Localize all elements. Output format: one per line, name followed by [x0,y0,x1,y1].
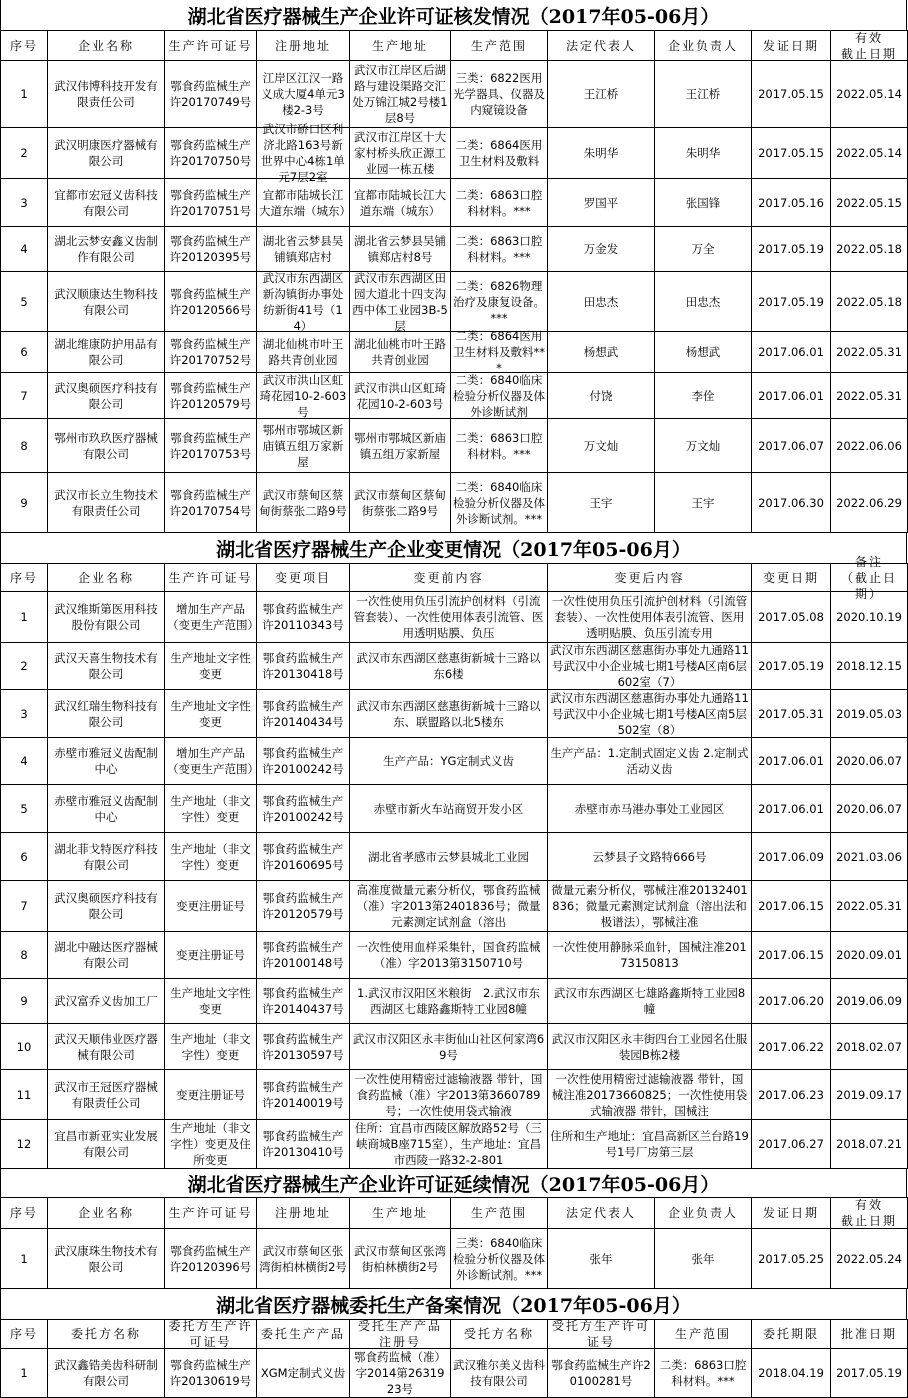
table-cell: 二类：6863口腔科材料。*** [455,430,543,461]
table-cell: 二类：6826物理治疗及康复设备。*** [453,278,545,325]
table-cell: 5 [20,801,28,816]
column-header: 企业名称 [77,570,134,585]
table-cell: 2022.05.18 [836,294,902,309]
table-cell: 1 [20,610,28,624]
table-row [1,1024,908,1070]
table-cell: 鄂食药监械生产许20120579号 [169,380,252,411]
table-cell: 2021.03.06 [836,849,902,864]
column-header: 发证日期 [762,38,819,53]
table-cell: 2017.05.08 [758,610,824,624]
table-cell: 1 [20,87,28,101]
table-cell: 武汉天喜生物技术有限公司 [54,651,158,681]
table-cell: 湖北仙桃市叶王路共青创业园 [354,337,446,367]
table-cell: 2018.04.19 [758,1366,824,1380]
table-cell: 鄂食药监械生产许20100242号 [262,793,344,824]
table-cell: 生产地址（非文字性）变更 [170,1031,251,1062]
table-cell: 9 [20,994,28,1008]
table-cell: 王宇 [691,495,715,510]
table-cell: 鄂食药监械生产许20170749号 [169,79,252,109]
table-cell: 2022.05.31 [836,388,902,403]
table-cell: 鄂食药监械生产许20120579号 [262,891,344,921]
table-cell: 湖北仙桃市叶王路共青创业园 [262,337,344,367]
table-cell: 鄂食药监械生产许20100148号 [262,940,344,970]
table-cell: 2020.06.07 [836,754,902,768]
table-cell: 二类：6840临床检验分析仪器及体外诊断试剂 [453,372,545,419]
table-row [1,1120,908,1169]
table-cell: 2017.05.25 [758,1251,824,1266]
table-cell: 2017.06.20 [758,994,824,1008]
table-cell: 二类：6840临床检验分析仪器及体外诊断试剂。*** [453,479,545,526]
column-header: 企业负责人 [667,38,738,53]
table-cell: 杨想武 [685,345,721,359]
table-cell: 生产地址文字性变更 [170,651,251,681]
table-row [1,592,908,643]
table-cell: 鄂食药监械生产许20120566号 [169,286,252,317]
table-cell: 2022.05.31 [836,345,902,359]
table-cell: 武汉市东西湖区新沟镇街办事处纺新街41号（14） [262,270,344,333]
table-cell: 2017.05.19 [758,659,824,673]
table-cell: 2017.05.16 [758,195,824,210]
table-cell: 1.武汉市汉阳区米粮街 2.武汉市东西湖区七雄路鑫斯特工业园8幢 [357,986,540,1016]
table-cell: 6 [20,345,28,359]
table-cell: 变更注册证号 [176,899,245,913]
table-row [1,1229,908,1289]
table-cell: 三类：6840临床检验分析仪器及体外诊断试剂。*** [453,1235,545,1282]
license-renewal-title: 湖北省医疗器械生产企业许可证延续情况（2017年05-06月） [0,1169,907,1197]
table-cell: 鄂食药监械生产许20160695号 [262,841,344,872]
column-header: 变更后内容 [614,570,685,585]
column-header: 变更前内容 [413,570,484,585]
table-cell: 武汉市江岸区后湖路与建设渠路交汇处万锦江城2号楼1层8号 [352,63,448,125]
table-row [1,738,908,785]
table-cell: 武汉红瑞生物科技有限公司 [54,698,158,729]
table-cell: 3 [20,706,28,721]
column-header: 委托生产产品 [260,1327,345,1341]
column-header: 企业名称 [77,38,134,53]
table-cell: 宜都市陆城长江大道东端（城东） [354,187,446,218]
table-cell: 4 [20,242,28,256]
header-row [1,31,908,61]
table-cell: 湖北省云梦县吴铺镇郑店村 [262,234,344,264]
table-cell: 王宇 [589,495,613,510]
table-cell: 三类：6822医用光学器具、仪器及内窥镜设备 [453,71,545,117]
license-issuance-table [0,30,908,533]
table-cell: 张年 [589,1251,613,1266]
table-cell: 生产产品：1.定制式固定义齿 2.定制式活动义齿 [550,746,749,776]
table-cell: 万全 [691,242,715,256]
column-header: 生产范围 [674,1327,731,1341]
table-cell: 湖北维康防护用品有限公司 [54,337,158,367]
table-cell: 鄂食药监械生产许20140434号 [262,698,344,729]
column-header: 受托方生产许可证号 [551,1319,650,1349]
table-cell: 生产地址文字性变更 [170,698,251,729]
column-header: 企业负责人 [667,1206,738,1220]
table-cell: 生产地址文字性变更 [170,986,251,1016]
table-cell: 江岸区江汉一路义成大厦4单元3楼2-3号 [261,71,345,117]
table-cell: 武汉市蔡甸区蔡甸街蔡张二路9号 [354,487,446,518]
table-cell: 一次性使用精密过滤输液器 带针，国食药监械（准）字2013第3660789号；一次性使用袋式输液 [354,1071,543,1118]
table-cell: 2017.06.01 [758,345,824,359]
table-cell: 鄂食药监械生产许20130597号 [262,1031,344,1062]
table-cell: 鄂食药监械生产许20170752号 [169,337,252,367]
column-header: 生产许可证号 [168,1206,253,1220]
column-header: 序号 [9,38,38,53]
table-row [1,419,908,473]
table-cell: 武汉奥硕医疗科技有限公司 [54,891,158,921]
table-cell: 湖北省云梦县吴铺镇郑店村8号 [354,234,446,264]
column-header: 注册地址 [274,1206,331,1220]
table-cell: 2019.09.17 [836,1087,902,1102]
table-cell: 2020.09.01 [836,948,902,962]
table-cell: 湖北云梦安鑫义齿制作有限公司 [54,234,158,264]
table-cell: 鄂州市玖玖医疗器械有限公司 [54,430,158,461]
table-row [1,979,908,1024]
table-cell: 武汉富乔义齿加工厂 [54,994,158,1008]
table-row [1,373,908,419]
table-cell: 武汉市东西湖区慈惠街办事处九通路11号武汉中小企业城七期1号楼A区南5层502室（8） [550,690,749,737]
table-cell: 武汉顺康达生物科技有限公司 [54,286,158,317]
table-cell: 武汉奥硕医疗科技有限公司 [54,380,158,411]
table-cell: 武汉市东西湖区田园大道北十四支沟西中体工业园3B-5层 [352,270,448,333]
table-cell: 2017.06.15 [758,948,824,962]
table-cell: 2018.07.21 [836,1137,902,1151]
table-cell: 住所和生产地址：宜昌高新区兰台路19号1号厂房第三层 [550,1129,749,1159]
table-cell: 杨想武 [583,345,619,359]
table-cell: 2017.05.19 [836,1366,902,1380]
table-cell: 10 [16,1039,32,1054]
table-cell: 宜都市陆城长江大道东端（城东） [259,187,351,218]
table-cell: 2017.05.19 [758,294,824,309]
license-renewal-table [0,1197,908,1289]
table-cell: 湖北菲戈特医疗科技有限公司 [54,841,158,872]
table-cell: 武汉伟博科技开发有限责任公司 [54,79,158,109]
table-cell: 变更注册证号 [176,1087,245,1102]
table-cell: 武汉市洪山区虹琦花园10-2-603号 [259,372,347,419]
table-cell: 12 [16,1137,32,1151]
table-cell: 一次性使用血样采集针，国食药监械（准）字2013第3150710号 [356,940,541,970]
table-cell: 11 [16,1087,32,1102]
table-cell: 罗国平 [583,195,619,210]
table-cell: XGM定制式义齿 [260,1366,346,1380]
commissioned-production-table [0,1319,908,1398]
table-cell: 湖北中融达医疗器械有限公司 [54,940,158,970]
table-row [1,932,908,979]
table-cell: 2017.06.07 [758,438,824,453]
table-cell: 武汉市东西湖区慈惠街新城十三路以东6楼 [356,651,541,681]
table-cell: 鄂食药监械生产许20170753号 [169,430,252,461]
table-cell: 鄂食药监械生产许20120395号 [169,234,252,264]
table-cell: 鄂州市鄂城区新庙镇五组万家新屋 [262,422,344,469]
table-cell: 2017.05.31 [758,706,824,721]
table-cell: 付饶 [589,388,613,403]
table-cell: 鄂食药监械生产许20100281号 [551,1358,651,1388]
table-cell: 武汉市东西湖区慈惠街新城十三路以东、联盟路以北5楼东 [356,698,541,729]
table-cell: 鄂食药监械生产许20120396号 [169,1243,252,1274]
table-cell: 鄂食药监械生产许20130619号 [169,1358,252,1388]
table-row [1,227,908,272]
enterprise-change-title: 湖北省医疗器械生产企业变更情况（2017年05-06月） [0,533,907,563]
column-header: 生产地址 [371,1206,428,1220]
table-cell: 二类：6863口腔科材料。*** [455,187,543,218]
table-cell: 2017.06.23 [758,1087,824,1102]
table-cell: 2017.06.01 [758,388,824,403]
table-cell: 2022.05.14 [836,146,902,160]
table-cell: 朱明华 [583,146,619,160]
table-cell: 生产地址（非文字性）变更及住所变更 [170,1121,251,1167]
table-cell: 鄂食药监械生产许20170754号 [169,487,252,518]
column-header: 注册地址 [274,38,331,53]
table-cell: 9 [20,495,28,510]
table-cell: 赤壁市赤马港办事处工业园区 [574,801,725,816]
table-cell: 万金发 [583,242,619,256]
commissioned-production-title: 湖北省医疗器械委托生产备案情况（2017年05-06月） [0,1289,907,1319]
table-cell: 2022.05.24 [836,1251,902,1266]
table-cell: 武汉市蔡甸区蔡甸街蔡张二路9号 [259,487,347,518]
table-cell: 2018.12.15 [836,659,902,673]
table-cell: 鄂食药监械生产许20100242号 [262,746,344,776]
table-cell: 武汉市洪山区虹琦花园10-2-603号 [354,380,446,411]
column-header: 序号 [9,1206,38,1220]
table-cell: 住所：宜昌市西陵区解放路52号（三峡商城B座715室），生产地址：宜昌市西陵一路32-2-801 [354,1121,543,1167]
column-header: 法定代表人 [565,1206,636,1220]
license-issuance-title: 湖北省医疗器械生产企业许可证核发情况（2017年05-06月） [0,0,907,30]
table-row [1,1349,908,1398]
table-row [1,179,908,227]
table-cell: 二类：6863口腔科材料。*** [659,1358,747,1388]
table-cell: 1 [20,1366,28,1380]
table-cell: 赤壁市雅冠义齿配制中心 [54,793,158,824]
table-cell: 鄂食药监械生产许20170751号 [169,187,252,218]
table-cell: 赤壁市雅冠义齿配制中心 [54,746,158,776]
table-cell: 5 [20,294,28,309]
table-row [1,785,908,833]
table-row [1,61,908,128]
table-cell: 8 [20,948,28,962]
table-cell: 2017.06.15 [758,899,824,913]
table-cell: 武汉市东西湖区慈惠街办事处九通路11号武汉中小企业城七期1号楼A区南6层602室（7） [550,643,749,689]
table-cell: 二类：6864医用卫生材料及敷料 [455,138,543,168]
table-cell: 4 [20,754,28,768]
table-cell: 宜都市宏冠义齿科技有限公司 [54,187,158,218]
column-header: 委托方生产许可证号 [168,1319,253,1349]
column-header: 序号 [9,1327,38,1341]
table-cell: 鄂食药监械（准）字2014第2631923号 [354,1350,446,1396]
table-cell: 一次性使用精密过滤输液器 带针，国械注准20173660825；一次性使用袋式输液器 带针，国械注 [551,1071,748,1118]
header-row [1,564,908,592]
table-cell: 2019.06.09 [836,994,902,1008]
table-cell: 2022.05.18 [836,242,902,256]
column-header: 生产地址 [371,38,428,53]
table-row [1,1070,908,1120]
column-header: 有效 截止日期 [840,1198,897,1228]
table-cell: 7 [20,388,28,403]
column-header: 受托生产产品注册号 [357,1319,442,1349]
table-cell: 武汉市长立生物技术有限责任公司 [54,487,158,518]
table-row [1,128,908,179]
table-cell: 鄂食药监械生产许20140019号 [262,1079,344,1110]
table-cell: 增加生产产品（变更生产范围） [167,602,259,632]
header-row [1,1198,908,1229]
table-cell: 二类：6863口腔科材料。*** [455,234,543,264]
table-cell: 2022.05.31 [836,899,902,913]
table-cell: 微量元素分析仪，鄂械注准20132401836；微量元素测定试剂盒（溶出法和极谱法），鄂械注准 [551,883,748,929]
table-row [1,833,908,881]
table-cell: 1 [20,1251,28,1266]
table-cell: 田忠杰 [583,294,619,309]
table-cell: 2017.05.15 [758,146,824,160]
table-cell: 鄂州市鄂城区新庙镇五组万家新屋 [354,430,446,461]
column-header: 法定代表人 [565,38,636,53]
table-cell: 增加生产产品（变更生产范围） [167,746,259,776]
table-cell: 2017.06.09 [758,849,824,864]
table-cell: 湖北省孝感市云梦县城北工业园 [368,849,529,864]
table-cell: 2019.05.03 [836,706,902,721]
table-cell: 王江桥 [685,87,721,101]
table-row [1,881,908,932]
table-row [1,332,908,373]
table-row [1,473,908,533]
table-cell: 鄂食药监械生产许20110343号 [262,602,344,632]
table-cell: 生产地址（非文字性）变更 [170,793,251,824]
table-cell: 一次性使用负压引流护创材料（引流管套装）、一次性使用体表引流管、医用透明贴膜、负压引流专用 [551,594,748,640]
header-row [1,1320,908,1349]
table-cell: 一次性使用负压引流护创材料（引流管套装）、一次性使用体表引流管、医用透明贴膜、负压 [353,594,544,640]
column-header: 变更项目 [274,570,331,585]
table-cell: 2017.05.19 [758,242,824,256]
table-cell: 武汉维斯第医用科技股份有限公司 [54,602,158,632]
table-cell: 2022.06.06 [836,438,902,453]
table-cell: 张国锋 [685,195,721,210]
table-row [1,272,908,332]
column-header: 序号 [9,570,38,585]
table-cell: 武汉市王冠医疗器械有限责任公司 [54,1079,158,1110]
table-cell: 李佺 [691,388,715,403]
table-cell: 鄂食药监械生产许20130410号 [262,1129,344,1159]
column-header: 生产范围 [470,38,527,53]
table-cell: 2017.06.01 [758,801,824,816]
table-cell: 鄂食药监械生产许20140437号 [262,986,344,1016]
table-cell: 王江桥 [583,87,619,101]
column-header: 备注 （截止日期） [840,554,897,601]
table-cell: 武汉雅尔美义齿科技有限公司 [453,1358,545,1388]
enterprise-change-table [0,554,908,1169]
table-cell: 鄂食药监械生产许20130418号 [262,651,344,681]
table-cell: 武汉市江岸区十大家村桥头欣正源工业园一栋五楼 [354,130,446,176]
table-cell: 8 [20,438,28,453]
column-header: 发证日期 [762,1206,819,1220]
table-cell: 一次性使用静脉采血针，国械注准20173150813 [552,940,747,970]
table-cell: 武汉康珠生物技术有限公司 [54,1243,158,1274]
column-header: 批准日期 [840,1327,897,1341]
table-cell: 朱明华 [685,146,721,160]
table-cell: 武汉明康医疗器械有限公司 [54,138,158,168]
table-cell: 万文灿 [685,438,721,453]
table-cell: 2020.06.07 [836,801,902,816]
table-cell: 万文灿 [583,438,619,453]
column-header: 有效 截止日期 [840,30,897,61]
column-header: 生产许可证号 [168,570,253,585]
table-cell: 武汉鑫锆美齿科研制有限公司 [54,1358,158,1388]
table-cell: 2017.06.27 [758,1137,824,1151]
table-cell: 武汉市蔡甸区张湾街柏林横街2号 [259,1243,347,1274]
table-cell: 二类：6864医用卫生材料及敷料*** [453,329,545,375]
table-cell: 武汉市硚口区利济北路163号新世界中心4栋1单元7层2室 [261,122,345,184]
table-cell: 2 [20,146,28,160]
table-cell: 2020.10.19 [836,610,902,624]
table-cell: 2017.06.01 [758,754,824,768]
table-cell: 生产地址（非文字性）变更 [170,841,251,872]
table-cell: 武汉市汉阳区永丰街四台工业园名仕服装园B栋2楼 [551,1031,748,1062]
table-cell: 武汉市东西湖区七雄路鑫斯特工业园8幢 [553,986,746,1016]
table-cell: 2022.06.29 [836,495,902,510]
column-header: 生产许可证号 [168,38,253,53]
column-header: 委托期限 [762,1327,819,1341]
table-cell: 7 [20,899,28,913]
column-header: 生产范围 [470,1206,527,1220]
table-cell: 2017.05.15 [758,87,824,101]
table-cell: 2018.02.07 [836,1039,902,1054]
table-cell: 鄂食药监械生产许20170750号 [169,138,252,168]
column-header: 受托方名称 [463,1327,534,1341]
table-cell: 武汉天顺伟业医疗器械有限公司 [54,1031,158,1062]
table-cell: 赤壁市新火车站商贸开发小区 [373,801,524,816]
table-cell: 3 [20,195,28,210]
table-cell: 2 [20,659,28,673]
table-cell: 云梦县子文路特666号 [592,849,707,864]
table-cell: 生产产品：YG定制式义齿 [383,754,514,768]
table-cell: 2022.05.14 [836,87,902,101]
table-cell: 变更注册证号 [176,948,245,962]
table-cell: 6 [20,849,28,864]
table-cell: 武汉市蔡甸区张湾街柏林横街2号 [354,1243,446,1274]
table-cell: 田忠杰 [685,294,721,309]
column-header: 变更日期 [762,570,819,585]
table-cell: 高准度微量元素分析仪，鄂食药监械（准）字2013第2401836号；微量元素测定试剂盒（溶出 [356,883,541,929]
table-cell: 张年 [691,1251,715,1266]
table-cell: 2017.06.30 [758,495,824,510]
table-row [1,643,908,690]
table-cell: 宜昌市新亚实业发展有限公司 [54,1129,158,1159]
table-cell: 2017.06.22 [758,1039,824,1054]
table-cell: 2022.05.15 [836,195,902,210]
column-header: 委托方名称 [70,1327,141,1341]
table-row [1,690,908,738]
column-header: 企业名称 [77,1206,134,1220]
table-cell: 武汉市汉阳区永丰街仙山社区何家湾69号 [352,1031,545,1062]
